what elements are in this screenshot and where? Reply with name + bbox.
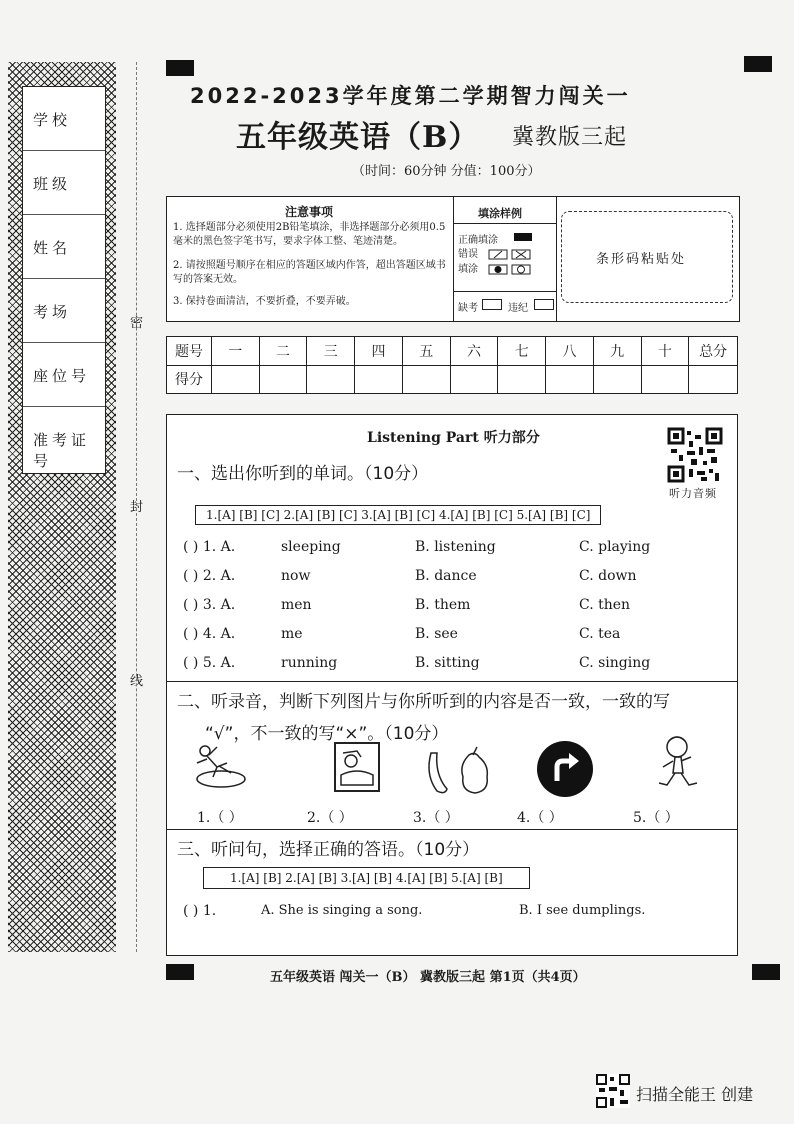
corner-marker (744, 56, 772, 72)
notes-box (166, 196, 740, 322)
section2-heading-line2: “√”，不一致的写“×”。（10分） (205, 724, 449, 744)
running-boy-picture-icon (651, 733, 707, 797)
student-info-box (22, 86, 106, 474)
scanner-qr-icon (596, 1074, 630, 1108)
page-title: 五年级英语（B） (236, 120, 480, 155)
wrong-fill-marks (488, 249, 550, 277)
time-score: （时间：60分钟 分值：100分） (352, 164, 541, 179)
table-row: 得分 (167, 365, 738, 394)
info-room[interactable]: 考场 (23, 279, 105, 343)
section3-heading: 三、听问句，选择正确的答语。（10分） (177, 840, 480, 860)
score-table (166, 336, 738, 394)
qr-code-icon[interactable] (667, 427, 723, 483)
seal-mark-mi: 密 (130, 316, 144, 331)
section3-q1-option-b: B. I see dumplings. (519, 903, 646, 918)
section2-blank-5[interactable]: 5.（ ） (633, 810, 679, 826)
corner-marker (752, 964, 780, 980)
violation-box[interactable] (534, 299, 554, 310)
notes-column (167, 197, 454, 321)
info-class[interactable]: 班级 (23, 151, 105, 215)
page-footer: 五年级英语 闯关一（B） 冀教版三起 第1页（共4页） (270, 970, 586, 985)
seal-mark-xian: 线 (130, 674, 144, 689)
note-item: 1. 选择题部分必须使用2B铅笔填涂，非选择题部分必须用0.5毫米的黑色签字笔书写，要求字体工整、笔迹清楚。 (173, 222, 446, 247)
exam-period: 2022-2023学年度第二学期智力闯关一 (190, 84, 631, 108)
note-item: 2. 请按照题号顺序在相应的答题区域内作答，超出答题区域书写的答案无效。 (173, 260, 446, 285)
section3-q1-option-a: A. She is singing a song. (261, 903, 423, 918)
info-exam-id[interactable]: 准考证号 (33, 431, 91, 470)
section2-heading-line1: 二、听录音，判断下列图片与你所听到的内容是否一致，一致的写 (177, 692, 670, 712)
info-seat[interactable]: 座位号 (23, 343, 105, 407)
info-name[interactable]: 姓名 (23, 215, 105, 279)
section2-blank-1[interactable]: 1.（ ） (197, 810, 243, 826)
violation-label: 违纪 (508, 303, 528, 314)
fill-sample-column (454, 197, 557, 321)
corner-marker (166, 60, 194, 76)
qr-label: 听力音频 (669, 487, 717, 500)
scanner-watermark: 扫描全能王 创建 (636, 1085, 754, 1104)
section-title: Listening Part 听力部分 (367, 430, 540, 446)
corner-marker (166, 964, 194, 980)
banana-pear-picture-icon (423, 745, 495, 797)
seal-mark-feng: 封 (130, 500, 144, 515)
listening-section-box: Listening Part 听力部分 听力音频 一、选出你听到的单词。（10分） 1.[A] [B] [C] 2.[A] [B] [C] 3.[A] [B] [C] 4.[A] [B] [C] 5.[A] [B] [C] ( ) 1. A. sleeping B. listening C. playing ( ) 2. A. now B. dance C. down ( ) 3. A. men B. them C. then ( ) 4. A. me B. see C. tea ( ) 5. A. running B. sitting C. singing 二、听录音，判断下列图片与你所听到的内容是否一致，一致的写 “√”，不一致的写“×”。（10分） 1.（ ） 2.（ ） 3.（ ） 4.（ ） 5.（ ） 三、听问句，选择正确的答语。（10分） 1.[A] [B] 2.[A] [B] 3.[A] [B] 4.[A] [B] 5.[A] [B] ( ) 1. A. She is singing a song. B. I see dumplings. (166, 414, 738, 956)
section2-blank-2[interactable]: 2.（ ） (307, 810, 353, 826)
section3-answer-row[interactable]: 1.[A] [B] 2.[A] [B] 3.[A] [B] 4.[A] [B] 5.[A] [B] (203, 867, 530, 889)
table-row: 题号 一 二 三 四 五 六 七 八 九 十 总分 (167, 337, 738, 366)
skater-picture-icon (187, 733, 251, 793)
section-divider (167, 681, 737, 682)
absent-box[interactable] (482, 299, 502, 310)
sleeping-picture-icon (333, 741, 381, 793)
note-item: 3. 保持卷面清洁，不要折叠，不要弄破。 (173, 296, 356, 307)
correct-fill-mark (514, 233, 532, 241)
section-divider (167, 829, 737, 830)
sample-divider (454, 223, 556, 224)
absent-label: 缺考 (458, 303, 478, 314)
wrong-label: 错误填涂 (458, 249, 478, 275)
section2-blank-4[interactable]: 4.（ ） (517, 810, 563, 826)
section2-blank-3[interactable]: 3.（ ） (413, 810, 459, 826)
info-school[interactable]: 学校 (23, 87, 105, 151)
correct-label: 正确填涂 (458, 235, 498, 246)
section1-heading: 一、选出你听到的单词。（10分） (177, 464, 429, 484)
section1-answer-row[interactable]: 1.[A] [B] [C] 2.[A] [B] [C] 3.[A] [B] [C] 4.[A] [B] [C] 5.[A] [B] [C] (195, 505, 601, 525)
seal-dashed-line (136, 62, 137, 952)
sample-divider (454, 291, 556, 292)
sample-title: 填涂样例 (478, 207, 522, 220)
barcode-area: 条形码粘贴处 (561, 211, 733, 303)
turn-right-sign-icon (535, 739, 595, 799)
edition: 冀教版三起 (512, 125, 628, 150)
section3-q1-number[interactable]: ( ) 1. (183, 903, 217, 919)
notes-title: 注意事项 (285, 205, 334, 219)
